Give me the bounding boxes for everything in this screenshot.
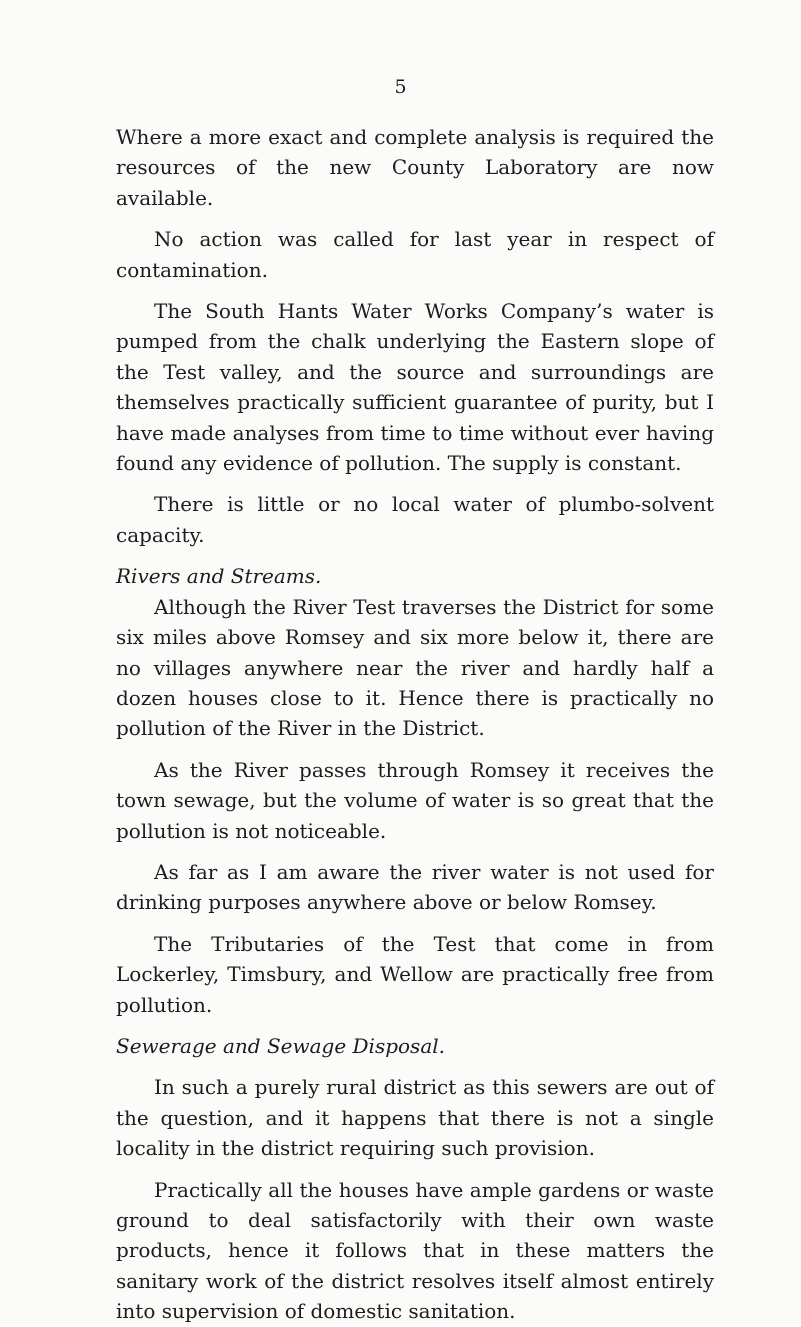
paragraph-plumbo-solvent: There is little or no local water of plumbo-solvent capacity. <box>116 492 714 547</box>
paragraph-water-supply: The South Hants Water Works Company’s water is pumped from the chalk underlying the Eastern slope of the Test valley, and the source and surroundings are themselves practically sufficient guarantee of purity, but I have made analyses from time to time without ever having found any evidence of pollution. The supply is constant. <box>116 299 714 476</box>
paragraph-river-test: Although the River Test traverses the District for some six miles above Romsey and six more below it, there are no villages anywhere near the river and hardly half a dozen houses close to it. Hence there is practically no pollution of the River in the District. <box>116 594 714 741</box>
paragraph-analysis-laboratory: Where a more exact and complete analysis is required the resources of the new County Laboratory are now available. <box>116 125 714 210</box>
body-text <box>116 122 714 1327</box>
paragraph-drinking-purposes: As far as I am aware the river water is not used for drinking purposes anywhere above or below Romsey. <box>116 859 714 915</box>
paragraph-rural-sewers: In such a purely rural district as this sewers are out of the question, and it happens that there is not a single locality in the district requiring such provision. <box>116 1075 714 1161</box>
page-number: 5 <box>394 76 407 98</box>
paragraph-contamination: No action was called for last year in respect of contamination. <box>116 227 714 282</box>
heading-sewerage-and-sewage-disposal: Sewerage and Sewage Disposal. <box>116 1033 445 1058</box>
heading-rivers-and-streams: Rivers and Streams. <box>116 564 322 589</box>
paragraph-tributaries: The Tributaries of the Test that come in from Lockerley, Timsbury, and Wellow are practically free from pollution. <box>116 931 714 1017</box>
paragraph-gardens-waste: Practically all the houses have ample gardens or waste ground to deal satisfactorily with their own waste products, hence it follows that in these matters the sanitary work of the district resolves itself almost entirely into supervision of domestic sanitation. <box>116 1177 714 1324</box>
paragraph-romsey-sewage: As the River passes through Romsey it receives the town sewage, but the volume of water is so great that the pollution is not noticeable. <box>116 757 714 843</box>
